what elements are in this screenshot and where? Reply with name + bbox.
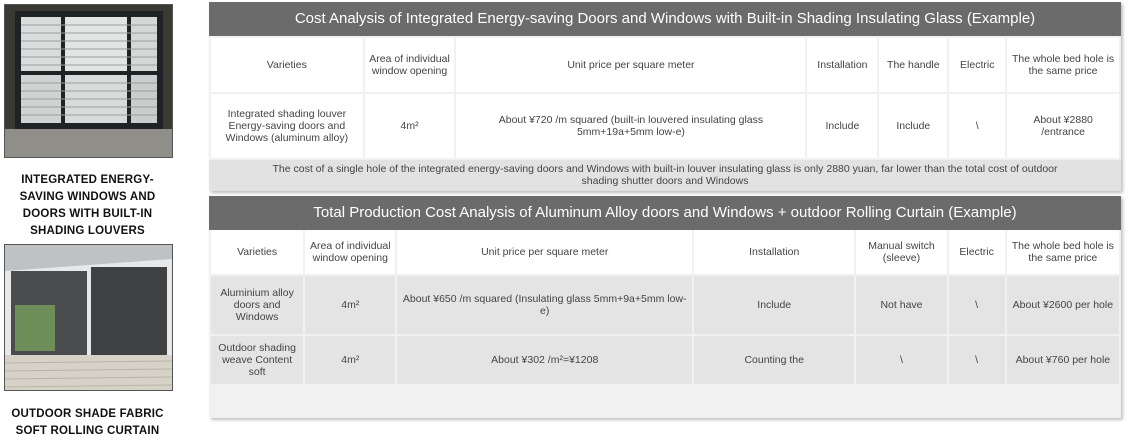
header-whole-price: The whole bed hole is the same price: [1007, 230, 1119, 274]
caption-outdoor-curtain: OUTDOOR SHADE FABRIC SOFT ROLLING CURTAIN: [11, 408, 164, 437]
table-cell: Include: [879, 94, 947, 158]
caption-integrated-windows: INTEGRATED ENERGY-SAVING WINDOWS AND DOORS WITH BUILT-IN SHADING LOUVERS: [19, 174, 156, 237]
table-cell: Integrated shading louver Energy-saving doors and Windows (aluminum alloy): [211, 94, 363, 158]
table-row: [211, 276, 1119, 334]
table-cell: Not have: [856, 276, 946, 334]
header-unit-price: Unit price per square meter: [456, 38, 805, 92]
cost-table-integrated: [209, 2, 1121, 191]
table-cell: Include: [694, 276, 854, 334]
table-row: [211, 94, 1119, 158]
header-handle: The handle: [879, 38, 947, 92]
table-cell: About ¥2600 per hole: [1007, 276, 1119, 334]
header-area: Area of individual window opening: [365, 38, 455, 92]
table-row: [211, 336, 1119, 384]
table-cell: 4m²: [365, 94, 455, 158]
table-cell: 4m²: [305, 276, 395, 334]
table-cell: \: [949, 336, 1005, 384]
header-electric: Electric: [949, 38, 1005, 92]
table-cell: About ¥2880 /entrance: [1007, 94, 1119, 158]
table2-title: Total Production Cost Analysis of Aluminum Alloy doors and Windows + outdoor Rolling Curtain (Example): [209, 196, 1121, 230]
table-cell: About ¥720 /m squared (built-in louvered insulating glass 5mm+19a+5mm low-e): [456, 94, 805, 158]
table-cell: 4m²: [305, 336, 395, 384]
table-cell: About ¥650 /m squared (Insulating glass 5mm+9a+5mm low-e): [397, 276, 692, 334]
table-cell: Include: [807, 94, 877, 158]
header-varieties: Varieties: [211, 230, 303, 274]
table-cell: Counting the: [694, 336, 854, 384]
table-cell: Aluminium alloy doors and Windows: [211, 276, 303, 334]
header-manual-switch: Manual switch (sleeve): [856, 230, 946, 274]
table-cell: \: [856, 336, 946, 384]
table-cell: Outdoor shading weave Content soft: [211, 336, 303, 384]
table1-note: The cost of a single hole of the integrated energy-saving doors and Windows with built-in louver insulating glass is only 2880 yuan, far lower than the total cost of outdoor shading shutter doors and Windows: [209, 160, 1121, 191]
table-cell: About ¥302 /m²=¥1208: [397, 336, 692, 384]
header-whole-price: The whole bed hole is the same price: [1007, 38, 1119, 92]
header-varieties: Varieties: [211, 38, 363, 92]
window-photo: [4, 4, 173, 158]
header-area: Area of individual window opening: [305, 230, 395, 274]
table-cell: \: [949, 94, 1005, 158]
header-installation: Installation: [807, 38, 877, 92]
cost-table-aluminum: [209, 196, 1121, 418]
table-cell: \: [949, 276, 1005, 334]
table-cell: About ¥760 per hole: [1007, 336, 1119, 384]
curtain-photo: [4, 244, 173, 391]
header-electric: Electric: [949, 230, 1005, 274]
header-unit-price: Unit price per square meter: [397, 230, 692, 274]
header-installation: Installation: [694, 230, 854, 274]
table1-title: Cost Analysis of Integrated Energy-saving Doors and Windows with Built-in Shading Insulating Glass (Example): [209, 2, 1121, 36]
